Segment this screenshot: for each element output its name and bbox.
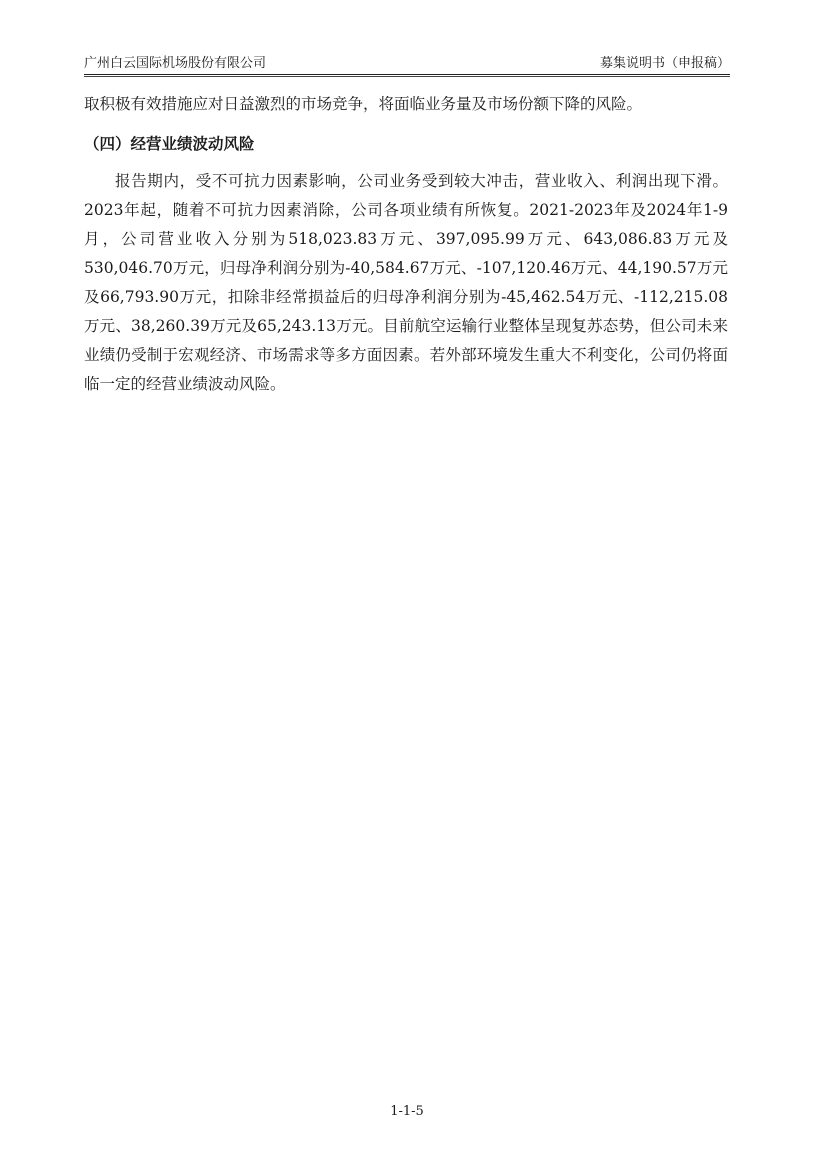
continued-text: 取积极有效措施应对日益激烈的市场竞争，将面临业务量及市场份额下降的风险。 bbox=[84, 95, 643, 113]
header-document-title: 募集说明书（申报稿） bbox=[599, 56, 730, 71]
header-company-name: 广州白云国际机场股份有限公司 bbox=[84, 56, 267, 71]
page-number: 1-1-5 bbox=[390, 1104, 424, 1119]
body-paragraph: 报告期内，受不可抗力因素影响，公司业务受到较大冲击，营业收入、利润出现下滑。2023年起，随着不可抗力因素消除，公司各项业绩有所恢复。2021-2023年及2024年1-9月，公司营业收入分别为518,023.83万元、397,095.99万元、643,086.83万元及530,046.70万元，归母净利润分别为-40,584.67万元、-107,120.46万元、44,190.57万元及66,793.90万元，扣除非经常损益后的归母净利润分别为-45,462.54万元、-112,215.08万元、38,260.39万元及65,243.13万元。目前航空运输行业整体呈现复苏态势，但公司未来业绩仍受制于宏观经济、市场需求等多方面因素。若外部环境发生重大不利变化，公司仍将面临一定的经营业绩波动风险。 bbox=[84, 172, 728, 393]
page-header bbox=[84, 52, 730, 75]
header-divider bbox=[84, 74, 730, 75]
header-divider-thin bbox=[84, 76, 730, 77]
section-heading: （四）经营业绩波动风险 bbox=[84, 135, 255, 153]
page-body bbox=[84, 90, 728, 399]
